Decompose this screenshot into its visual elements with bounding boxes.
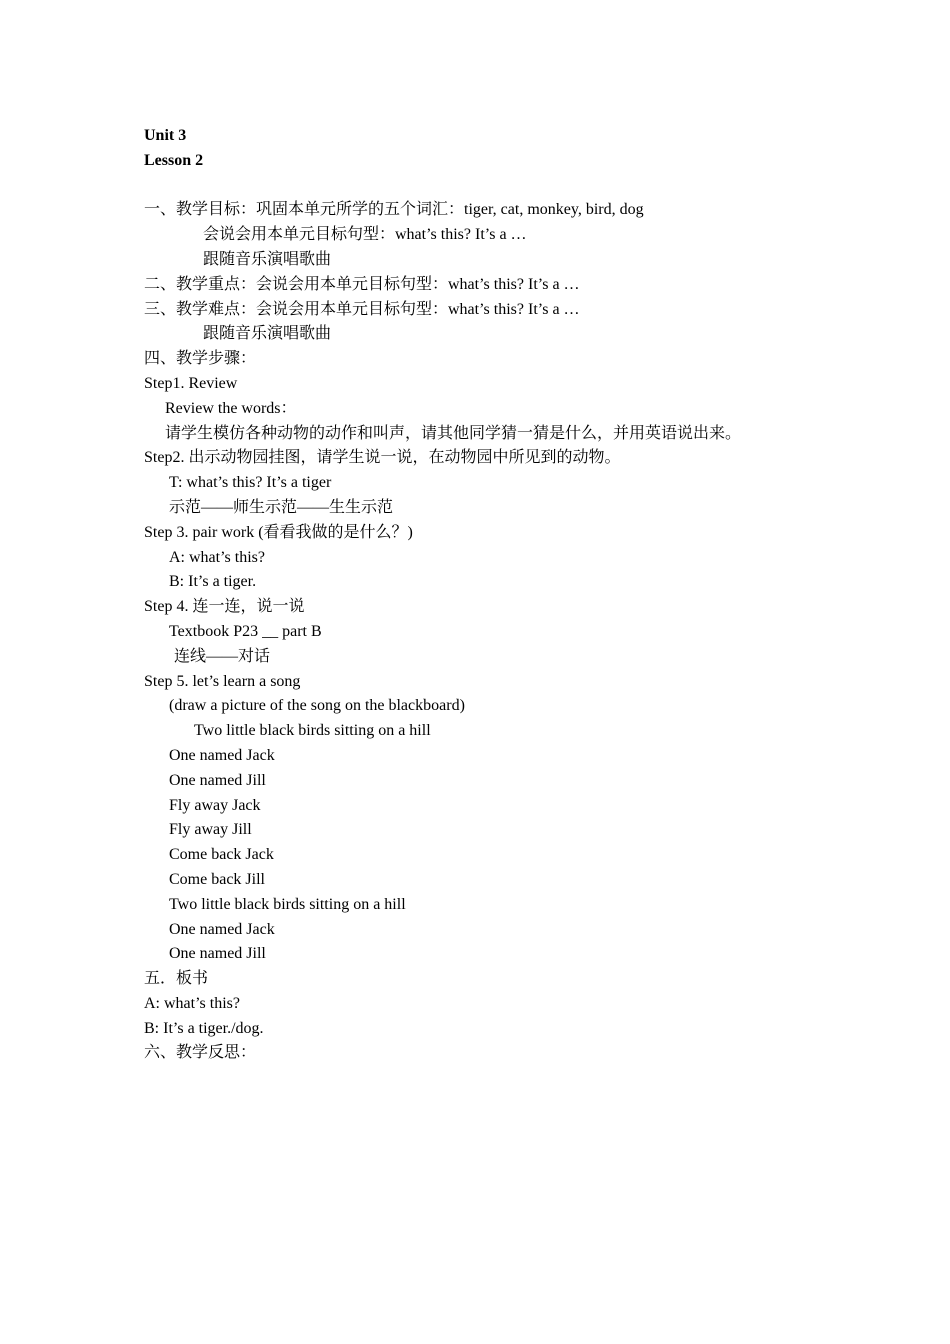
step3-line-1: A: what’s this?	[169, 548, 265, 566]
step3-title: Step 3. pair work (看看我做的是什么？)	[144, 523, 413, 541]
blackboard-heading: 五．板书	[144, 970, 209, 988]
song-line: Two little black birds sitting on a hill	[169, 895, 406, 913]
step1-line-1: Review the words：	[165, 399, 297, 417]
key-point-line: 二、教学重点：会说会用本单元目标句型：what’s this? It’s a …	[144, 275, 580, 293]
objectives-line-1: 一、教学目标：巩固本单元所学的五个词汇：tiger, cat, monkey, bird, dog	[144, 201, 644, 219]
step2-line-1: T: what’s this? It’s a tiger	[169, 474, 332, 492]
step2-title: Step2. 出示动物园挂图，请学生说一说，在动物园中所见到的动物。	[144, 449, 621, 467]
step4-line-2: 连线——对话	[174, 647, 271, 665]
step4-line-1: Textbook P23 __ part B	[169, 622, 322, 640]
step1-title: Step1. Review	[144, 374, 238, 392]
objectives-line-2: 会说会用本单元目标句型：what’s this? It’s a …	[203, 226, 527, 244]
blackboard-line-1: A: what’s this?	[144, 994, 240, 1012]
reflection-heading: 六、教学反思：	[144, 1044, 257, 1062]
song-line: One named Jack	[169, 920, 275, 938]
step1-line-2: 请学生模仿各种动物的动作和叫声，请其他同学猜一猜是什么，并用英语说出来。	[165, 424, 742, 442]
unit-title: Unit 3	[144, 127, 187, 144]
song-line: Come back Jack	[169, 846, 274, 864]
step4-title: Step 4. 连一连，说一说	[144, 598, 305, 616]
step5-title: Step 5. let’s learn a song	[144, 672, 301, 690]
song-line-first: Two little black birds sitting on a hill	[194, 722, 431, 740]
song-line: Fly away Jack	[169, 796, 261, 814]
lesson-title: Lesson 2	[144, 151, 204, 169]
step5-note: (draw a picture of the song on the blackboard)	[169, 697, 465, 715]
song-line: Come back Jill	[169, 870, 265, 888]
document-page	[144, 124, 824, 1066]
song-line: One named Jill	[169, 771, 266, 789]
step3-line-2: B: It’s a tiger.	[169, 573, 257, 591]
objectives-line-3: 跟随音乐演唱歌曲	[203, 250, 332, 268]
step2-line-2: 示范——师生示范——生生示范	[169, 498, 394, 516]
song-line: One named Jill	[169, 945, 266, 963]
difficulty-line-1: 三、教学难点：会说会用本单元目标句型：what’s this? It’s a …	[144, 300, 580, 318]
spacer	[144, 174, 824, 199]
song-line: Fly away Jill	[169, 821, 252, 839]
steps-heading: 四、教学步骤：	[144, 350, 257, 368]
song-line: One named Jack	[169, 746, 275, 764]
blackboard-line-2: B: It’s a tiger./dog.	[144, 1019, 264, 1037]
difficulty-line-2: 跟随音乐演唱歌曲	[203, 325, 332, 343]
